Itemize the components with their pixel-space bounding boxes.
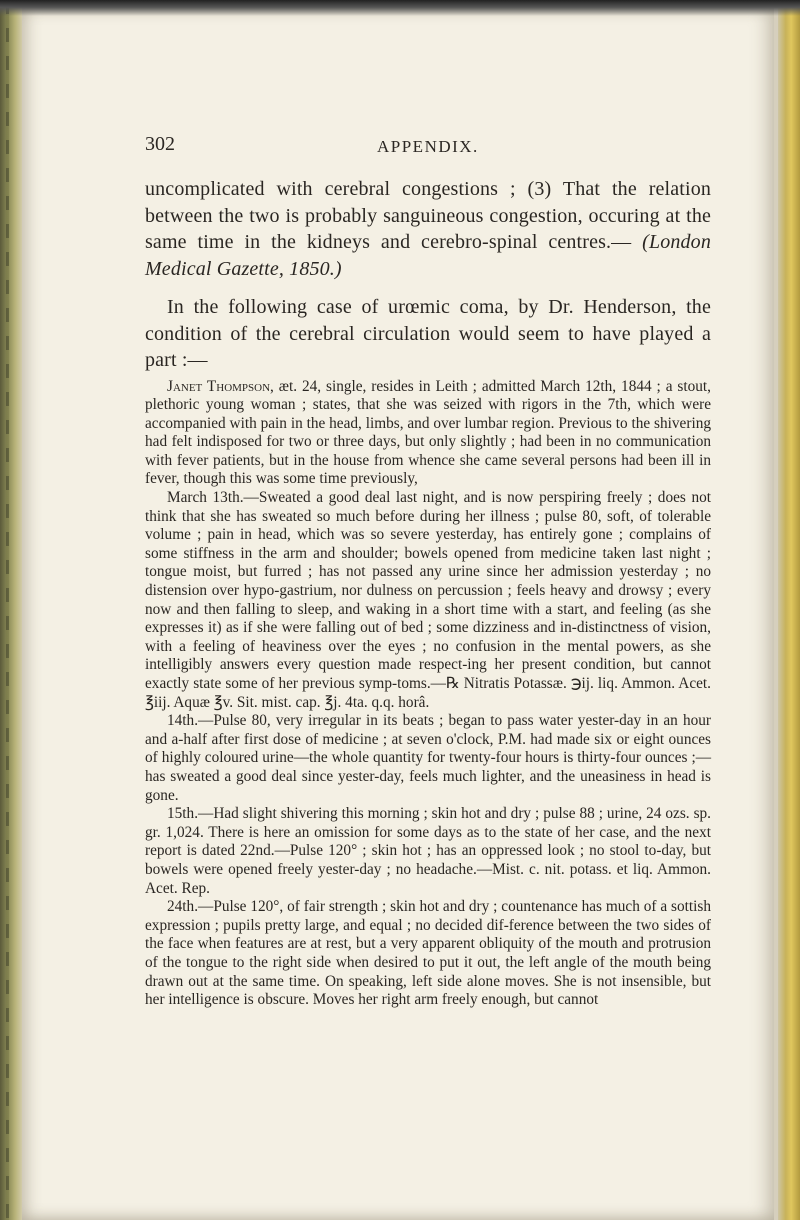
case-entry-24th: 24th.—Pulse 120°, of fair strength ; skin hot and dry ; countenance has much of a sottish expression ; pupils pretty large, and equal ; no decided dif-ference between the two sides of the face when features are at rest, but a very apparent obliquity of the mouth and protrusion of the tongue to the right side when desired to put it out, the left angle of the mouth being drawn out at the same time. On speaking, left side alone moves. She is not insensible, but her intelligence is obscure. Moves her right arm freely enough, but cannot	[145, 898, 711, 1009]
case-intro	[145, 378, 711, 490]
intro-text: uncomplicated with cerebral congestions ; (3) That the relation between the two is probably sanguineous congestion, occuring at the same time in the kidneys and cerebro-spinal centres.—	[145, 178, 711, 253]
page-header	[145, 133, 705, 163]
case-entry-14th: 14th.—Pulse 80, very irregular in its beats ; began to pass water yester-day in an hour and a-half after first dose of medicine ; at seven o'clock, P.M. had made six or eight ounces of highly coloured urine—the whole quantity for twenty-four hours is thirty-four ounces ;—has sweated a good deal since yester-day, feels much lighter, and the uneasiness in head is gone.	[145, 712, 711, 804]
book-binding-right	[778, 0, 800, 1220]
page-top-shadow	[0, 0, 800, 16]
running-head: APPENDIX.	[377, 137, 479, 156]
intro-citation: (London Medical Gazette, 1850.)	[145, 231, 711, 280]
following-paragraph: In the following case of urœmic coma, by Dr. Henderson, the condition of the cerebral circulation would seem to have played a part :—	[145, 296, 711, 371]
case-entry-march-13: March 13th.—Sweated a good deal last night, and is now perspiring freely ; does not think that she has sweated so much before during her illness ; pulse 80, soft, of tolerable volume ; pain in head, which was so severe yesterday, has entirely gone ; complains of some stiffness in the arm and shoulder; bowels opened from medicine taken last night ; tongue moist, but furred ; has not passed any urine since her admission yesterday ; no distension over hypo-gastrium, nor dulness on percussion ; feels heavy and drowsy ; every now and then falling to sleep, and waking in a short time with a start, and feeling (as she expresses it) as if she were falling out of bed ; some dizziness and in-distinctness of vision, with a feeling of heaviness over the eyes ; no confusion in the mental powers, as she intelligibly answers every question made respect-ing her present condition, but cannot exactly state some of her previous symp-toms.—℞ Nitratis Potassæ. ℈ij. liq. Ammon. Acet. ℥iij. Aquæ ℥v. Sit. mist. cap. ℥j. 4ta. q.q. horâ.	[145, 489, 711, 711]
patient-name: Janet Thompson,	[167, 377, 274, 395]
case-intro-text: æt. 24, single, resides in Leith ; admitted March 12th, 1844 ; a stout, plethoric young woman ; states, that she was seized with rigors in the 7th, which were accompanied with pain in the head, limbs, and over lumbar region. Previous to the shivering had felt indisposed for two or three days, but only slightly ; had been in no communication with fever patients, but in the house from whence she came several persons had been ill in fever, though this was some time previously,	[145, 377, 711, 488]
page-body	[145, 176, 711, 1010]
intro-paragraph	[145, 176, 711, 282]
page-number: 302	[145, 133, 175, 155]
book-binding-left	[0, 0, 22, 1220]
case-entry-15th: 15th.—Had slight shivering this morning ; skin hot and dry ; pulse 88 ; urine, 24 ozs. sp. gr. 1,024. There is here an omission for some days as to the state of her case, and the next report is dated 22nd.—Pulse 120° ; skin hot ; has an oppressed look ; no stool to-day, but bowels were opened freely yester-day ; no headache.—Mist. c. nit. potass. et liq. Ammon. Acet. Rep.	[145, 805, 711, 897]
